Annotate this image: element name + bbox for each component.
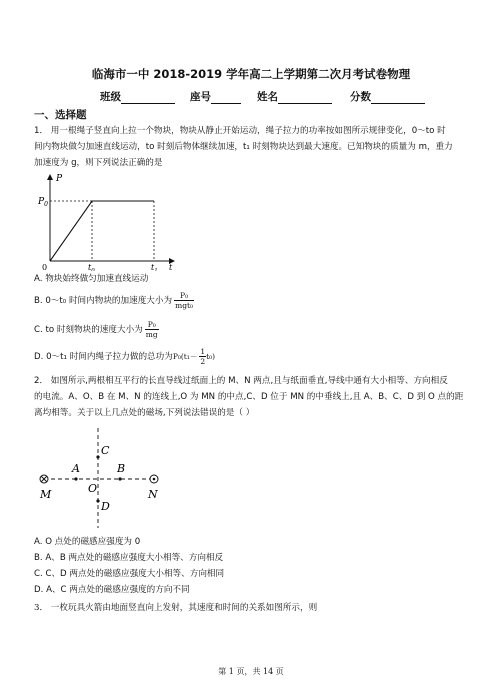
q1-option-d-expr-post: t₀) (206, 352, 216, 361)
q2-stem-line2: 的电流。A、O、B 在 M、N 的连线上,O 为 MN 的中点,C、D 位于 MN 的中垂线上,且 A、B、C、D 到 O 点的距 (34, 392, 464, 402)
q1-stem-line2: 间内物块做匀加速直线运动，to 时刻后物体继续加速，t₁ 时刻物块达到最大速度。已知物块的质量为 m，重力 (34, 142, 453, 152)
q1-option-b (34, 291, 194, 310)
q1-option-c (34, 320, 159, 339)
p-axis-label: P (56, 174, 63, 184)
fraction-denominator: mg (145, 330, 158, 339)
label-d: D (101, 500, 110, 513)
class-blank (121, 92, 175, 104)
q2-option-b: B. A、B 两点处的磁感应强度大小相等、方向相反 (34, 553, 224, 563)
score-field (350, 89, 425, 104)
q1-option-b-fraction (174, 291, 194, 310)
q1-option-c-fraction (145, 320, 159, 339)
q2-option-a: A. O 点处的磁感应强度为 0 (34, 537, 141, 547)
seat-blank (211, 92, 241, 104)
power-curve (50, 201, 154, 261)
q1-stem-line3: 加速度为 g，则下列说法正确的是 (34, 158, 163, 168)
q1-stem-line1: 1． 用一根绳子竖直向上拉一个物块，物块从静止开始运动，绳子拉力的功率按如图所示规律变化，0～to 时 (34, 126, 446, 136)
page-title: 临海市一中 2018-2019 学年高二上学期第二次月考试卷物理 (91, 67, 411, 81)
seat-field (190, 89, 241, 104)
seat-label: 座号 (190, 91, 211, 103)
score-label: 分数 (350, 91, 371, 103)
class-label: 班级 (100, 91, 121, 103)
name-label: 姓名 (257, 91, 278, 103)
t-axis-label: t (169, 263, 173, 271)
page-footer: 第 1 页，共 14 页 (218, 667, 284, 676)
name-field (257, 89, 332, 104)
label-o: O (88, 482, 98, 495)
label-m: M (40, 488, 52, 501)
q1-option-c-text: C. to 时刻物块的速度大小为 (34, 325, 143, 335)
point-c-dot (96, 455, 99, 458)
q1-power-graph (34, 171, 179, 271)
point-b-dot (118, 477, 121, 480)
fraction-numerator: P₀ (174, 291, 194, 301)
q1-option-a: A. 物块始终做匀加速直线运动 (34, 274, 149, 284)
fraction-denominator: mgt₀ (175, 301, 194, 310)
label-n: N (148, 488, 158, 501)
wire-n-icon (150, 475, 158, 483)
q1-option-d-text: D. 0～t₁ 时间内绳子拉力做的总功为 (34, 352, 173, 362)
point-a-dot (74, 477, 77, 480)
fraction-numerator: P₀ (145, 320, 159, 330)
p0-label: $P_0$ (38, 197, 48, 208)
name-blank (278, 92, 332, 104)
label-a: A (72, 462, 80, 475)
q1-option-d-expr-pre: P₀(t₁－ (172, 352, 198, 361)
t1-label: $t_1$ (151, 263, 158, 271)
label-b: B (117, 462, 126, 475)
q2-option-c: C. C、D 两点处的磁感应强度大小相等、方向相同 (34, 569, 225, 579)
point-d-dot (96, 499, 99, 502)
q2-wire-diagram (34, 424, 174, 532)
section-heading: 一、选择题 (34, 109, 87, 121)
q2-stem-line3: 离均相等。关于以上几点处的磁场,下列说法错误的是（ ） (34, 408, 255, 418)
fraction-denominator: 2 (200, 357, 206, 366)
q2-option-d: D. A、C 两点处的磁感应强度的方向不同 (34, 585, 190, 595)
fraction-numerator: 1 (200, 347, 206, 356)
wire-m-icon (40, 475, 48, 483)
q1-option-b-text: B. 0～t₀ 时间内物块的加速度大小为 (34, 296, 173, 306)
origin-label: 0 (42, 263, 48, 271)
score-blank (371, 92, 425, 104)
q3-stem-line1: 3． 一枚玩具火箭由地面竖直向上发射，其速度和时间的关系如图所示，则 (34, 603, 318, 613)
q2-stem-line1: 2． 如图所示,两根相互平行的长直导线过纸面上的 M、N 两点,且与纸面垂直,导线中通有大小相等、方向相反 (34, 376, 448, 386)
t0-label: $t_0$ (88, 263, 95, 271)
class-field (100, 89, 175, 104)
label-c: C (101, 444, 110, 457)
q1-option-d (34, 347, 215, 366)
